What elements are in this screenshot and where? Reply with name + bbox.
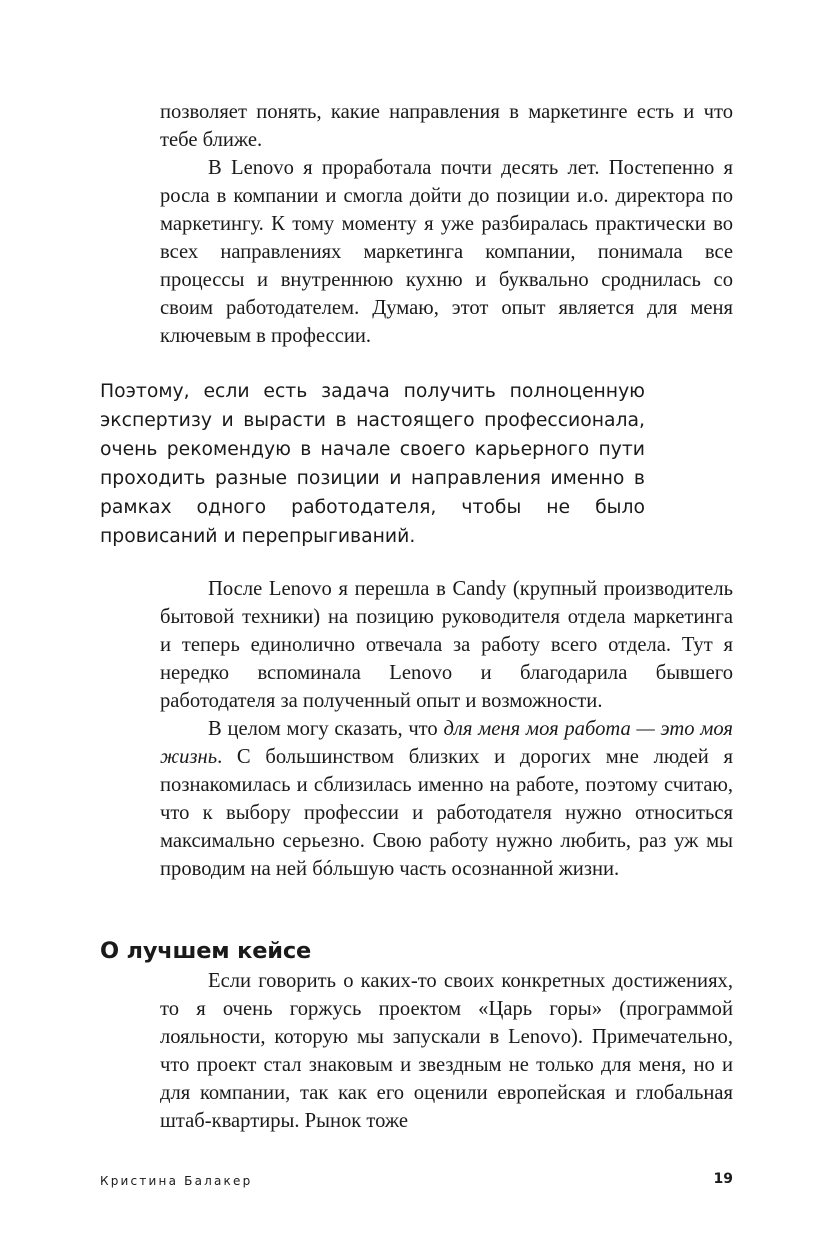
paragraph-continuation: позволяет понять, какие направления в маркетинге есть и что тебе ближе. [160,101,733,151]
text-block-middle [160,575,733,883]
section-heading: О лучшем кейсе [100,938,312,964]
paragraph-work-life-end: . С большинством близких и дорогих мне людей я познакомилась и сблизилась именно на работе, поэтому считаю, что к выбору профессии и работодателя нужно относиться максимально серьезно. Свою работу нужно любить, раз уж мы проводим на ней бóльшую часть осознанной жизни. [160,746,733,880]
footer-author: Кристина Балакер [100,1174,253,1188]
paragraph-best-case: Если говорить о каких-то своих конкретных достижениях, то я очень горжусь проектом «Царь горы» (программой лояльности, которую мы запускали в Lenovo). Примечательно, что проект стал знаковым и звездным не только для меня, но и для компании, так как его оценили европейская и глобальная штаб-квартиры. Рынок тоже [160,970,733,1132]
paragraph-work-life [160,715,733,883]
paragraph-work-life-start: В целом могу сказать, что [208,718,444,740]
text-block-bottom [160,967,733,1135]
page-number: 19 [713,1171,733,1187]
paragraph-work-life-italic: для меня моя работа — это моя жизнь [160,718,733,768]
pull-quote-text: Поэтому, если есть задача получить полноценную экспертизу и вырасти в настоящего профессионала, очень рекомендую в начале своего карьерного пути проходить разные позиции и направления именно в рамках одного работодателя, чтобы не было провисаний и перепрыгиваний. [100,381,645,547]
pull-quote [100,377,645,551]
paragraph-candy: После Lenovo я перешла в Candy (крупный производитель бытовой техники) на позицию руководителя отдела маркетинга и теперь единолично отвечала за работу всего отдела. Тут я нередко вспоминала Lenovo и благодарила бывшего работодателя за полученный опыт и возможности. [160,578,733,712]
paragraph-lenovo: В Lenovo я проработала почти десять лет. Постепенно я росла в компании и смогла дойти до позиции и.о. директора по маркетингу. К тому моменту я уже разбиралась практически во всех направлениях маркетинга компании, понимала все процессы и внутреннюю кухню и буквально сроднилась со своим работодателем. Думаю, этот опыт является для меня ключевым в профессии. [160,157,733,347]
text-block-top [160,98,733,350]
